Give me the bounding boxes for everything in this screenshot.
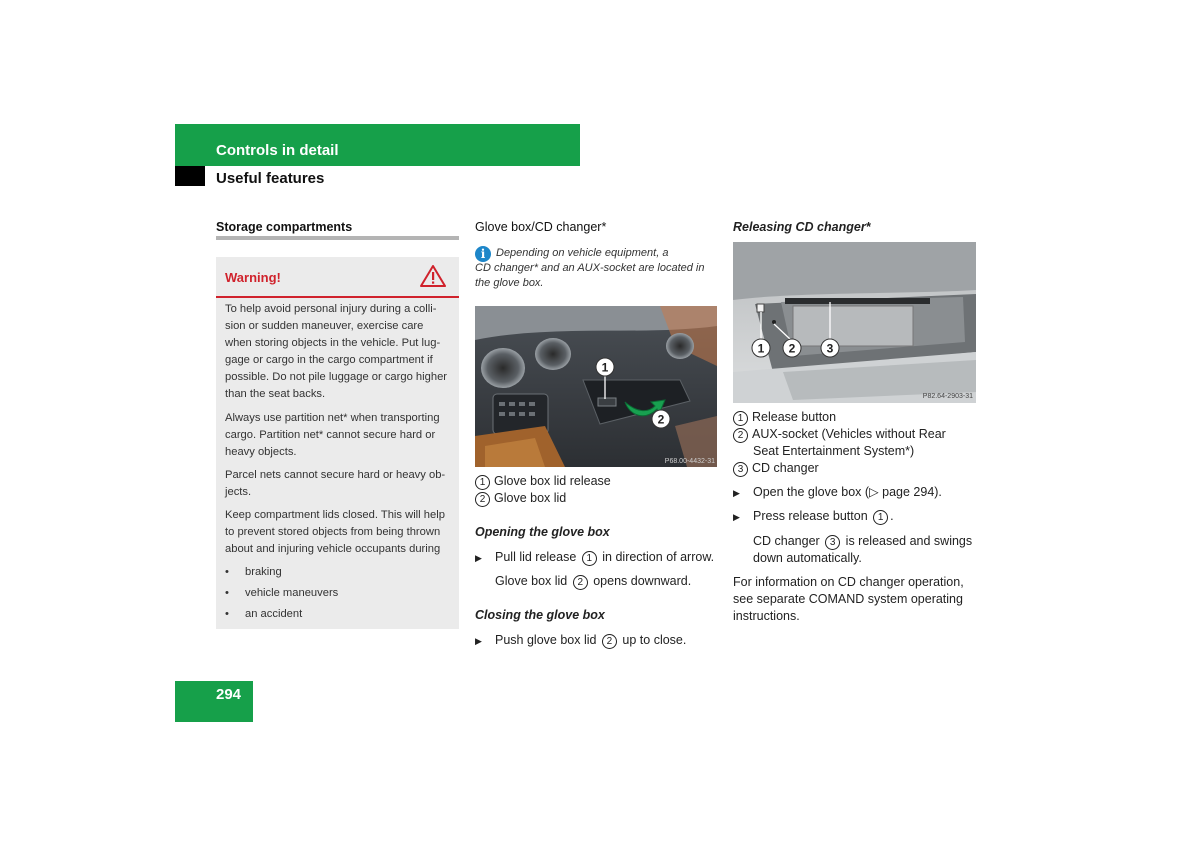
svg-text:2: 2 [788, 341, 796, 356]
warning-paragraph-3: Parcel nets cannot secure hard or heavy ob- jects. [225, 469, 446, 498]
cd-legend-3: 3 CD changer [733, 460, 819, 477]
step-arrow-icon: ▶ [733, 512, 740, 522]
warning-paragraph-4: Keep compartment lids closed. This will help to prevent stored objects from being thrown about and injuring vehicle occupants during [225, 509, 445, 555]
warning-paragraph-2: Always use partition net* when transporting cargo. Partition net* cannot secure hard or heavy objects. [225, 412, 440, 458]
step-arrow-icon: ▶ [475, 636, 482, 646]
svg-text:P82.64-2903-31: P82.64-2903-31 [922, 393, 973, 400]
cd-info: For information on CD changer operation, see separate COMAND system operating instructions. [733, 575, 964, 623]
opening-result: Glove box lid 2 opens downward. [495, 574, 692, 588]
glovebox-title: Glove box/CD changer* [475, 220, 607, 234]
storage-title: Storage compartments [216, 220, 353, 234]
header-marker [175, 166, 205, 186]
opening-title: Opening the glove box [475, 525, 610, 539]
svg-text:1: 1 [757, 341, 765, 356]
opening-step: ▶ Pull lid release 1 in direction of arrow. [475, 549, 714, 567]
cd-legend-1: 1 Release button [733, 409, 836, 426]
closing-step: ▶ Push glove box lid 2 up to close. [475, 632, 686, 650]
svg-text:2: 2 [657, 412, 665, 427]
glovebox-legend-1: 1 Glove box lid release [475, 473, 611, 490]
closing-title: Closing the glove box [475, 608, 605, 622]
svg-text:3: 3 [826, 341, 834, 356]
cd-title: Releasing CD changer* [733, 220, 871, 234]
svg-text:P68.00-4432-31: P68.00-4432-31 [664, 458, 715, 465]
warning-divider [216, 296, 459, 298]
list-item: • braking [225, 566, 282, 578]
title-rule [216, 236, 459, 240]
list-item: • vehicle maneuvers [225, 587, 339, 599]
page-number-box [175, 681, 253, 722]
glovebox-info: Depending on vehicle equipment, a CD changer* and an AUX-socket are located in the glove box. [475, 247, 705, 289]
cd-legend-2: 2 AUX-socket (Vehicles without Rear [733, 426, 946, 443]
glovebox-photo [475, 306, 717, 467]
cd-step-2: ▶ Press release button 1 . [733, 508, 894, 526]
step-arrow-icon: ▶ [733, 488, 740, 498]
warning-triangle-icon [420, 264, 446, 288]
section-subtitle: Useful features [216, 170, 325, 187]
chapter-title: Controls in detail [216, 142, 339, 159]
page-number: 294 [216, 686, 242, 703]
cd-changer-photo [733, 242, 976, 403]
cd-result: CD changer 3 is released and swings down automatically. [753, 534, 973, 565]
svg-text:1: 1 [601, 360, 609, 375]
cd-step-1: ▶ Open the glove box (▷ page 294). [733, 484, 942, 502]
cd-legend-2-cont: Seat Entertainment System*) [753, 444, 915, 458]
list-item: • an accident [225, 608, 303, 620]
warning-paragraph-1: To help avoid personal injury during a colli- sion or sudden maneuver, exercise care when storing objects in the vehicle. Put lug- gage or cargo in the cargo compartment if possible. Do not pile luggage or cargo higher than the seat backs. [225, 303, 448, 400]
info-icon: i [475, 246, 491, 262]
glovebox-legend-2: 2 Glove box lid [475, 490, 566, 507]
step-arrow-icon: ▶ [475, 553, 482, 563]
warning-label: Warning! [225, 270, 281, 285]
